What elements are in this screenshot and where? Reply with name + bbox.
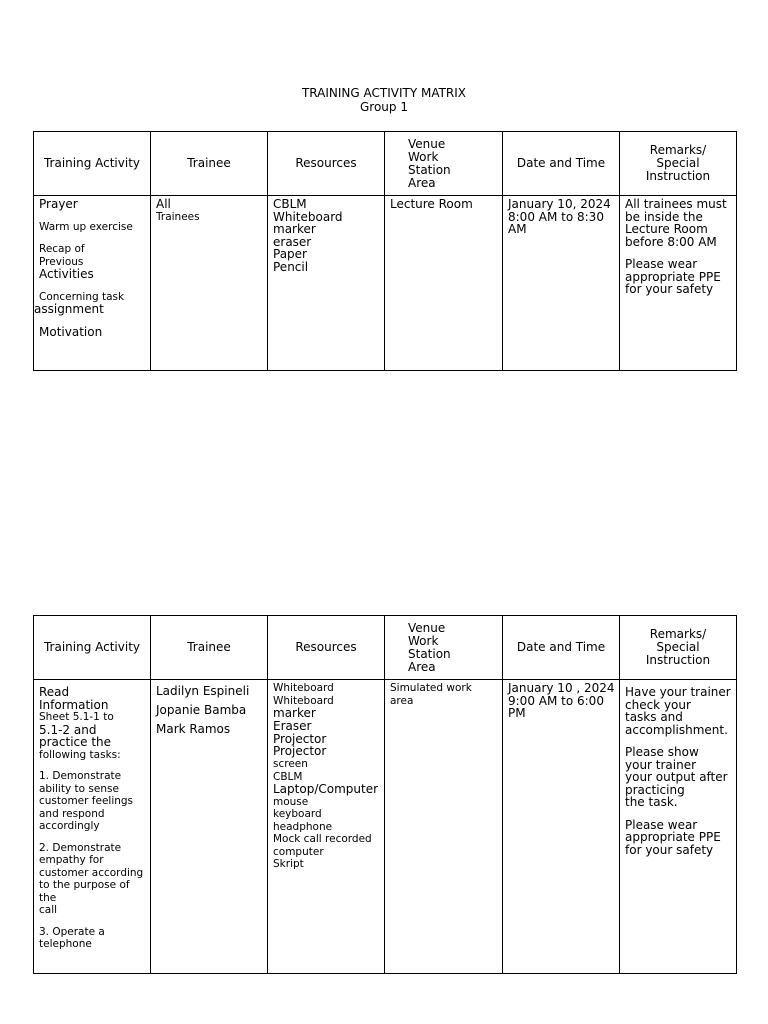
header-date-time: Date and Time: [503, 616, 620, 680]
cell-training-activity: [34, 680, 151, 974]
resource-item: screen: [273, 758, 308, 771]
activity-matrix-table-1: [33, 131, 737, 371]
resource-item: Skript: [273, 858, 304, 871]
datetime-line: 8:00 AM to 8:30: [508, 209, 604, 224]
cell-trainee: [151, 680, 268, 974]
table-header-row: [34, 132, 737, 196]
activity-intro-line: Read: [39, 685, 70, 699]
activity-recap: Activities: [39, 267, 94, 281]
task-line: 3. Operate a: [39, 925, 105, 938]
resource-item: Whiteboard: [273, 694, 334, 707]
datetime-line: January 10, 2024: [508, 197, 611, 211]
task-line: accordingly: [39, 820, 100, 832]
datetime-line: 9:00 AM to 6:00: [508, 693, 604, 708]
resource-item: marker: [273, 222, 316, 236]
task-line: customer feelings: [39, 795, 134, 807]
header-training-activity: Training Activity: [34, 616, 151, 680]
remarks-line: check your: [625, 697, 691, 712]
task-line: and respond: [39, 807, 105, 820]
header-remarks: [620, 616, 737, 680]
remarks-line: your output after: [625, 770, 728, 784]
task-line: call: [39, 904, 58, 916]
resource-item: Eraser: [273, 718, 312, 733]
trainee-name: Jopanie Bamba: [156, 703, 247, 717]
remarks-line: practicing: [625, 782, 685, 797]
cell-training-activity: [34, 196, 151, 371]
table-row: [34, 196, 737, 371]
header-venue-line: Station: [408, 162, 451, 177]
remarks-line: appropriate PPE: [625, 830, 721, 844]
remarks-line: appropriate PPE: [625, 269, 721, 284]
datetime-line: January 10 , 2024: [508, 681, 615, 695]
resource-item: computer: [273, 845, 324, 858]
resource-item: Projector: [273, 744, 327, 759]
resource-item: Pencil: [273, 259, 309, 274]
remarks-line: Please wear: [625, 257, 698, 271]
activity-recap: Previous: [39, 255, 84, 268]
header-venue-line: Venue: [408, 136, 446, 151]
header-date-time: Date and Time: [503, 132, 620, 196]
header-venue-line: Area: [408, 175, 436, 190]
cell-venue: [385, 196, 503, 371]
venue-line: Simulated work: [390, 682, 472, 694]
remarks-line: for your safety: [625, 842, 714, 857]
datetime-line: AM: [508, 222, 527, 236]
cell-remarks: [620, 196, 737, 371]
remarks-line: accomplishment.: [625, 722, 728, 737]
activity-intro-line: Information: [39, 697, 109, 712]
cell-date-time: [503, 196, 620, 371]
remarks-line: before 8:00 AM: [625, 234, 717, 249]
resource-item: Paper: [273, 247, 307, 261]
remarks-line: be inside the: [625, 209, 703, 224]
task-line: empathy for: [39, 854, 104, 866]
header-venue-line: Work: [408, 633, 439, 648]
header-remarks-line: Special: [656, 640, 700, 654]
resource-item: mouse: [273, 795, 309, 808]
remarks-line: the task.: [625, 795, 678, 809]
remarks-line: tasks and: [625, 710, 683, 724]
activity-matrix-table-2: [33, 615, 737, 974]
trainee-line: All: [156, 197, 171, 211]
venue-line: area: [390, 694, 414, 707]
datetime-line: PM: [508, 706, 526, 720]
resource-item: Projector: [273, 731, 327, 746]
activity-warmup: Warm up exercise: [39, 220, 133, 233]
header-trainee: Trainee: [151, 616, 268, 680]
task-line: to the purpose of the: [39, 879, 133, 904]
activity-concerning: assignment: [34, 302, 104, 316]
table-header-row: [34, 616, 737, 680]
resource-item: Laptop/Computer: [273, 782, 379, 797]
activity-intro-line: following tasks:: [39, 748, 121, 761]
task-line: 1. Demonstrate: [39, 770, 122, 782]
remarks-line: Please show: [625, 745, 699, 759]
cell-venue: [385, 680, 503, 974]
cell-resources: [268, 196, 385, 371]
remarks-line: Have your trainer: [625, 685, 731, 699]
activity-motivation: Motivation: [39, 324, 103, 339]
resource-item: eraser: [273, 234, 312, 249]
resource-item: marker: [273, 706, 316, 720]
activity-prayer: Prayer: [39, 197, 78, 211]
header-remarks: [620, 132, 737, 196]
header-remarks-line: Special: [656, 156, 700, 170]
venue-text: Lecture Room: [390, 197, 473, 211]
header-venue-line: Venue: [408, 620, 446, 635]
header-venue: [385, 616, 503, 680]
activity-recap: Recap of: [39, 243, 85, 255]
resource-item: keyboard: [273, 808, 322, 821]
cell-resources: [268, 680, 385, 974]
activity-concerning: Concerning task: [39, 290, 125, 303]
header-remarks-line: Remarks/: [649, 143, 707, 157]
header-venue: [385, 132, 503, 196]
header-venue-line: Work: [408, 149, 439, 164]
header-remarks-line: Instruction: [645, 653, 711, 667]
trainee-name: Ladilyn Espineli: [156, 684, 250, 698]
cell-trainee: [151, 196, 268, 371]
trainee-name: Mark Ramos: [156, 722, 231, 736]
header-remarks-line: Instruction: [645, 169, 711, 183]
resource-item: Whiteboard: [273, 682, 334, 694]
title-main: TRAINING ACTIVITY MATRIX: [301, 86, 467, 100]
activity-intro-line: Sheet 5.1-1 to: [39, 711, 114, 723]
remarks-line: your trainer: [625, 757, 697, 772]
resource-item: headphone: [273, 820, 333, 833]
header-training-activity: Training Activity: [34, 132, 151, 196]
header-resources: Resources: [268, 616, 385, 680]
cell-date-time: [503, 680, 620, 974]
task-line: customer according: [39, 866, 144, 879]
remarks-line: for your safety: [625, 282, 714, 296]
task-line: 2. Demonstrate: [39, 841, 122, 854]
header-venue-line: Area: [408, 659, 436, 674]
remarks-line: All trainees must: [625, 197, 727, 211]
table-row: [34, 680, 737, 974]
resource-item: CBLM: [273, 770, 303, 783]
cell-remarks: [620, 680, 737, 974]
trainee-line: Trainees: [156, 210, 200, 223]
title-group: Group 1: [360, 100, 408, 114]
task-line: telephone: [39, 938, 92, 950]
resource-item: CBLM: [273, 197, 307, 211]
remarks-line: Please wear: [625, 817, 698, 832]
header-venue-line: Station: [408, 646, 451, 661]
header-trainee: Trainee: [151, 132, 268, 196]
document-title: [0, 86, 768, 114]
resource-item: Mock call recorded: [273, 833, 372, 846]
activity-intro-line: 5.1-2 and: [39, 722, 97, 737]
header-remarks-line: Remarks/: [649, 627, 707, 641]
task-line: ability to sense: [39, 782, 119, 795]
resource-item: Whiteboard: [273, 209, 343, 224]
header-resources: Resources: [268, 132, 385, 196]
activity-intro-line: practice the: [39, 735, 112, 749]
remarks-line: Lecture Room: [625, 222, 708, 236]
